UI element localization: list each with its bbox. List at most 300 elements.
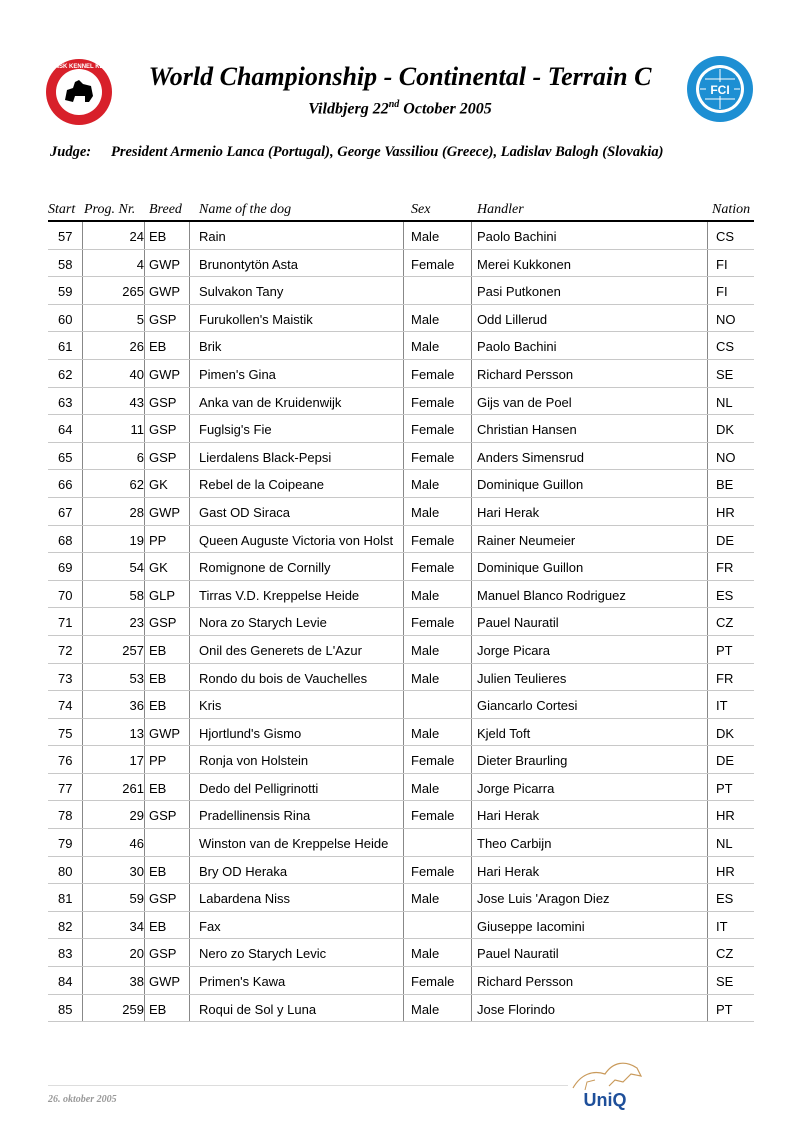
column-divider	[403, 250, 404, 277]
column-divider	[707, 526, 708, 553]
dog-name-cell: Nero zo Starych Levic	[199, 946, 327, 962]
column-divider	[144, 470, 145, 497]
sex-cell: Female	[411, 366, 455, 382]
table-row	[48, 470, 754, 498]
prog-number-cell: 28	[129, 504, 144, 520]
column-divider	[707, 553, 708, 580]
prog-number-cell: 43	[129, 394, 144, 410]
column-divider	[189, 884, 190, 911]
dog-name-cell: Primen's Kawa	[199, 974, 286, 990]
column-divider	[144, 581, 145, 608]
column-divider	[471, 664, 472, 691]
column-divider	[189, 581, 190, 608]
dog-name-cell: Roqui de Sol y Luna	[199, 1001, 317, 1017]
column-divider	[82, 332, 83, 359]
dog-name-cell: Bry OD Heraka	[199, 863, 288, 879]
dog-name-cell: Brunontytön Asta	[199, 256, 299, 272]
sex-cell: Female	[411, 560, 455, 576]
column-divider	[471, 222, 472, 249]
column-divider	[403, 912, 404, 939]
prog-number-cell: 62	[129, 477, 144, 493]
column-divider	[144, 857, 145, 884]
column-divider	[403, 774, 404, 801]
subtitle-prefix: Vildbjerg 22	[308, 100, 389, 118]
column-divider	[471, 498, 472, 525]
breed-cell: PP	[149, 753, 167, 769]
start-cell: 74	[58, 698, 73, 714]
column-divider	[189, 250, 190, 277]
dog-name-cell: Sulvakon Tany	[199, 284, 284, 300]
handler-cell: Giancarlo Cortesi	[477, 698, 578, 714]
sex-cell: Male	[411, 891, 440, 907]
column-divider	[144, 360, 145, 387]
column-header-sex: Sex	[411, 202, 431, 217]
breed-cell: EB	[149, 339, 167, 355]
prog-number-cell: 17	[129, 753, 144, 769]
nation-cell: PT	[716, 1001, 733, 1017]
subtitle-suffix: October 2005	[399, 100, 492, 118]
breed-cell: EB	[149, 780, 167, 796]
column-divider	[471, 305, 472, 332]
prog-number-cell: 36	[129, 698, 144, 714]
column-divider	[189, 222, 190, 249]
column-divider	[403, 498, 404, 525]
column-divider	[82, 581, 83, 608]
sex-cell: Male	[411, 670, 440, 686]
handler-cell: Jose Luis 'Aragon Diez	[477, 891, 610, 907]
column-divider	[82, 912, 83, 939]
column-divider	[189, 746, 190, 773]
column-header-nation: Nation	[712, 202, 751, 217]
table-row	[48, 498, 754, 526]
column-divider	[82, 443, 83, 470]
dog-name-cell: Pradellinensis Rina	[199, 808, 311, 824]
column-divider	[144, 664, 145, 691]
table-row	[48, 526, 754, 554]
handler-cell: Gijs van de Poel	[477, 394, 572, 410]
nation-cell: IT	[716, 698, 728, 714]
handler-cell: Paolo Bachini	[477, 229, 557, 244]
dog-name-cell: Labardena Niss	[199, 891, 291, 907]
column-divider	[707, 498, 708, 525]
breed-cell: EB	[149, 642, 167, 658]
column-divider	[471, 332, 472, 359]
dog-name-cell: Dedo del Pelligrinotti	[199, 780, 319, 796]
nation-cell: FR	[716, 560, 734, 576]
start-cell: 77	[58, 780, 73, 796]
handler-cell: Julien Teulieres	[477, 670, 567, 686]
column-divider	[189, 995, 190, 1022]
column-divider	[189, 664, 190, 691]
start-cell: 80	[58, 863, 73, 879]
column-divider	[189, 774, 190, 801]
prog-number-cell: 20	[129, 946, 144, 962]
start-cell: 58	[58, 256, 73, 272]
handler-cell: Hari Herak	[477, 504, 540, 520]
column-divider	[403, 608, 404, 635]
sex-cell: Male	[411, 229, 440, 244]
breed-cell: GWP	[149, 725, 181, 741]
column-divider	[707, 470, 708, 497]
start-cell: 83	[58, 946, 73, 962]
table-row	[48, 608, 754, 636]
column-divider	[189, 526, 190, 553]
start-cell: 81	[58, 891, 73, 907]
column-divider	[144, 801, 145, 828]
breed-cell: GWP	[149, 974, 181, 990]
prog-number-cell: 26	[129, 339, 144, 355]
sex-cell: Female	[411, 615, 455, 631]
dog-name-cell: Lierdalens Black-Pepsi	[199, 449, 332, 465]
start-cell: 85	[58, 1001, 73, 1017]
breed-cell: GSP	[149, 311, 177, 327]
column-divider	[403, 719, 404, 746]
column-divider	[707, 277, 708, 304]
nation-cell: NL	[716, 836, 733, 852]
handler-cell: Merei Kukkonen	[477, 256, 571, 272]
column-divider	[189, 719, 190, 746]
column-divider	[82, 305, 83, 332]
handler-cell: Theo Carbijn	[477, 836, 552, 852]
sex-cell: Male	[411, 1001, 440, 1017]
prog-number-cell: 58	[129, 587, 144, 603]
column-divider	[82, 691, 83, 718]
nation-cell: HR	[716, 863, 735, 879]
dog-name-cell: Hjortlund's Gismo	[199, 725, 302, 741]
column-divider	[82, 829, 83, 856]
column-divider	[707, 581, 708, 608]
dog-name-cell: Rebel de la Coipeane	[199, 477, 325, 493]
sex-cell: Male	[411, 725, 440, 741]
start-cell: 59	[58, 284, 73, 300]
page-subtitle	[118, 95, 682, 119]
column-divider	[189, 388, 190, 415]
dog-name-cell: Brik	[199, 339, 222, 355]
fci-logo	[686, 55, 754, 123]
prog-number-cell: 34	[129, 918, 144, 934]
start-cell: 75	[58, 725, 73, 741]
breed-cell: GSP	[149, 946, 177, 962]
column-divider	[707, 608, 708, 635]
column-divider	[189, 857, 190, 884]
footer-date: 26. oktober 2005	[48, 1094, 117, 1105]
table-row	[48, 801, 754, 829]
column-divider	[144, 829, 145, 856]
nation-cell: NL	[716, 394, 733, 410]
table-row	[48, 746, 754, 774]
nation-cell: BE	[716, 477, 734, 493]
sex-cell: Male	[411, 477, 440, 493]
column-divider	[403, 829, 404, 856]
start-cell: 71	[58, 615, 73, 631]
table-row	[48, 277, 754, 305]
nation-cell: FR	[716, 670, 734, 686]
column-divider	[707, 912, 708, 939]
table-row	[48, 250, 754, 278]
nation-cell: NO	[716, 449, 736, 465]
column-divider	[189, 801, 190, 828]
nation-cell: CS	[716, 339, 735, 355]
nation-cell: CS	[716, 229, 735, 244]
sex-cell: Male	[411, 587, 440, 603]
handler-cell: Paolo Bachini	[477, 339, 557, 355]
dog-name-cell: Rondo du bois de Vauchelles	[199, 670, 368, 686]
start-cell: 82	[58, 918, 73, 934]
column-divider	[471, 719, 472, 746]
column-divider	[144, 443, 145, 470]
column-divider	[707, 884, 708, 911]
table-row	[48, 222, 754, 250]
column-divider	[403, 526, 404, 553]
sex-cell: Female	[411, 256, 455, 272]
handler-cell: Richard Persson	[477, 366, 574, 382]
nation-cell: NO	[716, 311, 736, 327]
column-divider	[82, 498, 83, 525]
prog-number-cell: 5	[136, 311, 144, 327]
prog-number-cell: 259	[122, 1001, 144, 1017]
dog-name-cell: Romignone de Cornilly	[199, 560, 331, 576]
sex-cell: Female	[411, 808, 455, 824]
column-divider	[144, 388, 145, 415]
nation-cell: HR	[716, 808, 735, 824]
column-divider	[82, 719, 83, 746]
column-header-start: Start	[48, 202, 76, 217]
column-divider	[144, 995, 145, 1022]
column-divider	[707, 746, 708, 773]
start-cell: 70	[58, 587, 73, 603]
column-divider	[707, 222, 708, 249]
dog-name-cell: Ronja von Holstein	[199, 753, 309, 769]
column-divider	[707, 388, 708, 415]
breed-cell: GSP	[149, 891, 177, 907]
column-divider	[707, 664, 708, 691]
column-divider	[403, 388, 404, 415]
sex-cell: Male	[411, 642, 440, 658]
prog-number-cell: 6	[136, 449, 144, 465]
breed-cell: GLP	[149, 587, 176, 603]
column-divider	[707, 967, 708, 994]
column-divider	[403, 222, 404, 249]
breed-cell: GWP	[149, 284, 181, 300]
column-divider	[82, 526, 83, 553]
sex-cell: Female	[411, 974, 455, 990]
column-divider	[707, 939, 708, 966]
column-divider	[189, 636, 190, 663]
column-divider	[82, 250, 83, 277]
nation-cell: HR	[716, 504, 735, 520]
column-divider	[82, 222, 83, 249]
column-divider	[471, 388, 472, 415]
column-divider	[403, 801, 404, 828]
breed-cell: GWP	[149, 366, 181, 382]
nation-cell: FI	[716, 256, 728, 272]
column-divider	[471, 939, 472, 966]
table-row	[48, 305, 754, 333]
table-row	[48, 995, 754, 1023]
prog-number-cell: 40	[129, 366, 144, 382]
start-cell: 60	[58, 311, 73, 327]
sex-cell: Female	[411, 422, 455, 438]
column-divider	[471, 884, 472, 911]
column-divider	[471, 829, 472, 856]
column-divider	[707, 829, 708, 856]
column-divider	[144, 498, 145, 525]
handler-cell: Pasi Putkonen	[477, 284, 561, 300]
breed-cell: GWP	[149, 504, 181, 520]
column-header-name: Name of the dog	[199, 202, 292, 217]
column-divider	[403, 470, 404, 497]
column-divider	[82, 388, 83, 415]
dog-name-cell: Kris	[199, 698, 222, 714]
prog-number-cell: 59	[129, 891, 144, 907]
table-row	[48, 719, 754, 747]
column-divider	[144, 553, 145, 580]
column-divider	[144, 967, 145, 994]
table-row	[48, 360, 754, 388]
column-divider	[189, 939, 190, 966]
handler-cell: Hari Herak	[477, 808, 540, 824]
table-row	[48, 829, 754, 857]
column-divider	[403, 967, 404, 994]
handler-cell: Kjeld Toft	[477, 725, 531, 741]
column-divider	[189, 691, 190, 718]
column-divider	[707, 801, 708, 828]
handler-cell: Hari Herak	[477, 863, 540, 879]
column-divider	[707, 691, 708, 718]
dog-name-cell: Tirras V.D. Kreppelse Heide	[199, 587, 360, 603]
breed-cell: PP	[149, 532, 167, 548]
column-divider	[707, 415, 708, 442]
breed-cell: EB	[149, 698, 167, 714]
nation-cell: ES	[716, 891, 734, 907]
breed-cell: GK	[149, 560, 168, 576]
breed-cell: GSP	[149, 615, 177, 631]
judge-line	[50, 144, 770, 161]
start-cell: 78	[58, 808, 73, 824]
column-divider	[403, 939, 404, 966]
table-row	[48, 636, 754, 664]
table-row	[48, 857, 754, 885]
start-cell: 64	[58, 422, 73, 438]
prog-number-cell: 19	[129, 532, 144, 548]
sex-cell: Female	[411, 532, 455, 548]
prog-number-cell: 29	[129, 808, 144, 824]
handler-cell: Manuel Blanco Rodriguez	[477, 587, 626, 603]
dog-name-cell: Gast OD Siraca	[199, 504, 291, 520]
column-divider	[189, 360, 190, 387]
nation-cell: DE	[716, 532, 735, 548]
column-divider	[144, 912, 145, 939]
column-divider	[707, 332, 708, 359]
column-divider	[707, 774, 708, 801]
column-divider	[403, 746, 404, 773]
column-divider	[189, 967, 190, 994]
prog-number-cell: 4	[136, 256, 144, 272]
table-row	[48, 581, 754, 609]
breed-cell: EB	[149, 863, 167, 879]
column-divider	[82, 967, 83, 994]
column-divider	[471, 912, 472, 939]
table-row	[48, 388, 754, 416]
dog-name-cell: Rain	[199, 229, 226, 244]
column-divider	[82, 664, 83, 691]
column-divider	[144, 526, 145, 553]
start-cell: 61	[58, 339, 73, 355]
handler-cell: Jorge Picara	[477, 642, 550, 658]
column-divider	[189, 305, 190, 332]
breed-cell: GSP	[149, 808, 177, 824]
nation-cell: DE	[716, 753, 735, 769]
column-divider	[144, 774, 145, 801]
column-divider	[707, 443, 708, 470]
sex-cell: Female	[411, 753, 455, 769]
table-row	[48, 332, 754, 360]
start-cell: 66	[58, 477, 73, 493]
dog-name-cell: Onil des Generets de L'Azur	[199, 642, 362, 658]
column-divider	[471, 443, 472, 470]
start-cell: 76	[58, 753, 73, 769]
handler-cell: Dominique Guillon	[477, 477, 584, 493]
table-row	[48, 774, 754, 802]
prog-number-cell: 24	[129, 229, 144, 244]
prog-number-cell: 53	[129, 670, 144, 686]
column-divider	[189, 277, 190, 304]
column-divider	[471, 636, 472, 663]
column-divider	[471, 553, 472, 580]
dog-name-cell: Pimen's Gina	[199, 366, 276, 382]
column-divider	[471, 857, 472, 884]
column-header-breed: Breed	[149, 202, 182, 217]
nation-cell: DK	[716, 422, 735, 438]
sex-cell: Male	[411, 946, 440, 962]
column-divider	[403, 415, 404, 442]
column-divider	[471, 360, 472, 387]
column-divider	[471, 801, 472, 828]
column-divider	[82, 746, 83, 773]
breed-cell: GSP	[149, 394, 177, 410]
column-divider	[82, 553, 83, 580]
sex-cell: Female	[411, 394, 455, 410]
column-divider	[471, 526, 472, 553]
start-cell: 72	[58, 642, 73, 658]
column-divider	[707, 636, 708, 663]
judge-names: President Armenio Lanca (Portugal), George Vassiliou (Greece), Ladislav Balogh (Slovakia)	[111, 144, 664, 160]
table-row	[48, 443, 754, 471]
breed-cell: GSP	[149, 422, 177, 438]
column-divider	[189, 608, 190, 635]
prog-number-cell: 261	[122, 780, 144, 796]
column-divider	[403, 664, 404, 691]
table-row	[48, 912, 754, 940]
column-divider	[144, 608, 145, 635]
start-cell: 57	[58, 229, 73, 244]
column-divider	[403, 305, 404, 332]
column-divider	[189, 829, 190, 856]
column-divider	[189, 443, 190, 470]
column-divider	[82, 608, 83, 635]
nation-cell: SE	[716, 974, 734, 990]
judge-label: Judge:	[50, 144, 92, 160]
dansk-kennel-klub-logo	[45, 58, 113, 126]
nation-cell: FI	[716, 284, 728, 300]
column-divider	[471, 967, 472, 994]
handler-cell: Dominique Guillon	[477, 560, 584, 576]
subtitle-superscript: nd	[388, 99, 400, 110]
dog-name-cell: Fax	[199, 918, 221, 934]
column-divider	[144, 250, 145, 277]
column-divider	[189, 498, 190, 525]
column-divider	[403, 443, 404, 470]
